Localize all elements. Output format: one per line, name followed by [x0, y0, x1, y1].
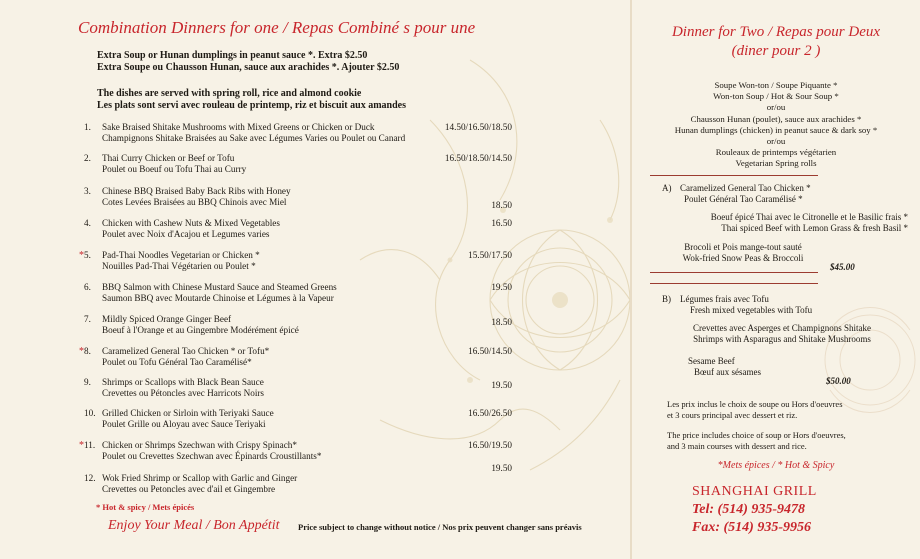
spicy-star: *	[79, 346, 84, 357]
divider-line	[650, 283, 818, 284]
item-price: 14.50/16.50/18.50	[444, 122, 512, 132]
item-price: 19.50	[491, 282, 512, 292]
dinner-for-two-title: Dinner for Two / Repas pour Deux	[671, 24, 881, 40]
item-price: 15.50/17.50	[468, 250, 512, 260]
option-b-shrimp: Crevettes avec Asperges et Champignons Shitake Shrimps with Asparagus and Shitake Mushrooms	[692, 323, 872, 344]
option-a-label: A)	[662, 183, 672, 193]
option-a-price: $45.00	[830, 262, 855, 272]
divider-line	[650, 175, 818, 176]
item-price: 16.50	[491, 218, 512, 228]
option-b-beef: Sesame Beef Bœuf aux sésames	[688, 356, 761, 377]
soup-choices: Soupe Won-ton / Soupe Piquante * Won-ton Soup / Hot & Sour Soup * or/ou Chausson Hunan (poulet), sauce aux arachides * Hunan dumplings (chicken) in peanut sauce & dark soy * or/ou Rouleaux de printemps végétarien Vegetarian Spring rolls	[674, 80, 878, 169]
option-b-main: Légumes frais avec Tofu Fresh mixed vegetables with Tofu	[680, 294, 813, 315]
item-price: 16.50/14.50	[468, 346, 512, 356]
restaurant-name: SHANGHAI GRILL	[692, 484, 817, 499]
option-a-beef: Boeuf épicé Thai avec le Citronelle et le Basilic frais * Thai spiced Beef with Lemon Grass & fresh Basil *	[710, 212, 908, 233]
price-includes-fr: Les prix inclus le choix de soupe ou Hors d'oeuvres et 3 cours principal avec dessert et riz.	[667, 399, 843, 420]
extra-soup-note: Extra Soup or Hunan dumplings in peanut sauce *. Extra $2.50 Extra Soupe ou Chausson Hunan, sauce aux arachides *. Ajouter $2.50	[97, 50, 400, 73]
combination-dinners-panel: Combination Dinners for one / Repas Combiné s pour une Extra Soup or Hunan dumplings in peanut sauce *. Extra $2.50 Extra Soupe ou Chausson Hunan, sauce aux arachides *. Ajouter $2.50 The dishes are served with spring roll, rice and almond cookie Les plats sont servi avec rouleau de printemp, riz et biscuit aux amandes 1. Sake Braised Shitake Mushrooms with Mixed Greens or Chicken or Duck Champignons Shitake Braisées au Sake avec Légumes Varies ou Poulet ou Canard 14.50/16.50/18.50 2. Thai Curry Chicken or Beef or Tofu Poulet ou Boeuf ou Tofu Thai au Curry 16.50/18.50/14.50 3. Chinese BBQ Braised Baby Back Ribs with Honey Cotes Levées Braisées au BBQ Chinois avec Miel 18.50 4. Chicken with Cashew Nuts & Mixed Vegetables Poulet avec Noix d'Acajou et Legumes varies 16.50 * 5. Pad-Thai Noodles Vegetarian or Chicken * Nouilles Pad-Thai Végétarien ou Poulet * 15.50/17.50 6. BBQ Salmon with Chinese Mustard Sauce and Steamed Greens Saumon BBQ avec Moutarde Chinoise et Légumes à la Vapeur 19.50 7. Mildly Spiced Orange Ginger Beef Boeuf à l'Orange et au Gingembre Modérément épicé 18.50 * 8. Caramelized General Tao Chicken * or Tofu* Poulet ou Tofu Général Tao Caramélisé* 16.50/14.50 9. Shrimps or Scallops with Black Bean Sauce Crevettes ou Pétoncles avec Harricots Noirs 19.50 10. Grilled Chicken or Sirloin with Teriyaki Sauce Poulet Grille ou Aloyau avec Sauce Teriyaki 16.50/26.50 * 11. Chicken or Shrimps Szechwan with Crispy Spinach* Poulet ou Crevettes Szechwan avec Épinards Croustillants* 16.50/19.50 12. Wok Fried Shrimp or Scallop with Garlic and Ginger Crevettes ou Petoncles avec d'ail et Gingembre 19.50 * Hot & spicy / Mets épicés Enjoy Your Meal / Bon Appétit Price subject to change without notice / Nos prix peuvent changer sans préavis	[78, 18, 582, 533]
item-price: 16.50/26.50	[468, 408, 512, 418]
item-price: 18.50	[491, 200, 512, 210]
option-a-main: Caramelized General Tao Chicken * Poulet Général Tao Caramélisé *	[680, 183, 811, 204]
item-price: 16.50/19.50	[468, 440, 512, 450]
section-title: Combination Dinners for one / Repas Combiné s pour une	[78, 18, 476, 37]
item-price: 18.50	[491, 317, 512, 327]
price-disclaimer: Price subject to change without notice / Nos prix peuvent changer sans préavis	[298, 522, 582, 532]
fax-number: Fax: (514) 935-9956	[692, 520, 811, 535]
item-price: 19.50	[491, 463, 512, 473]
divider-line	[650, 272, 818, 273]
option-b-label: B)	[662, 294, 671, 304]
hot-spicy-legend: * Hot & spicy / Mets épicés	[96, 502, 195, 512]
item-price: 19.50	[491, 380, 512, 390]
option-a-veg: Brocoli et Pois mange-tout sauté Wok-fried Snow Peas & Broccoli	[682, 242, 804, 263]
price-includes-en: The price includes choice of soup or Hors d'oeuvres, and 3 main courses with dessert and rice.	[667, 430, 846, 451]
hot-spicy-legend: *Mets épices / * Hot & Spicy	[717, 460, 835, 471]
spicy-star: *	[79, 440, 84, 451]
dinner-for-two-panel	[632, 0, 920, 559]
served-with-note: The dishes are served with spring roll, rice and almond cookie Les plats sont servi avec rouleau de printemp, riz et biscuit aux amandes	[97, 88, 406, 111]
spicy-star: *	[79, 250, 84, 261]
option-b-price: $50.00	[826, 376, 851, 386]
item-price: 16.50/18.50/14.50	[444, 153, 512, 163]
dinner-for-two-subtitle: (diner pour 2 )	[731, 43, 821, 59]
enjoy-meal-text: Enjoy Your Meal / Bon Appétit	[108, 518, 280, 533]
phone-number: Tel: (514) 935-9478	[692, 502, 806, 517]
